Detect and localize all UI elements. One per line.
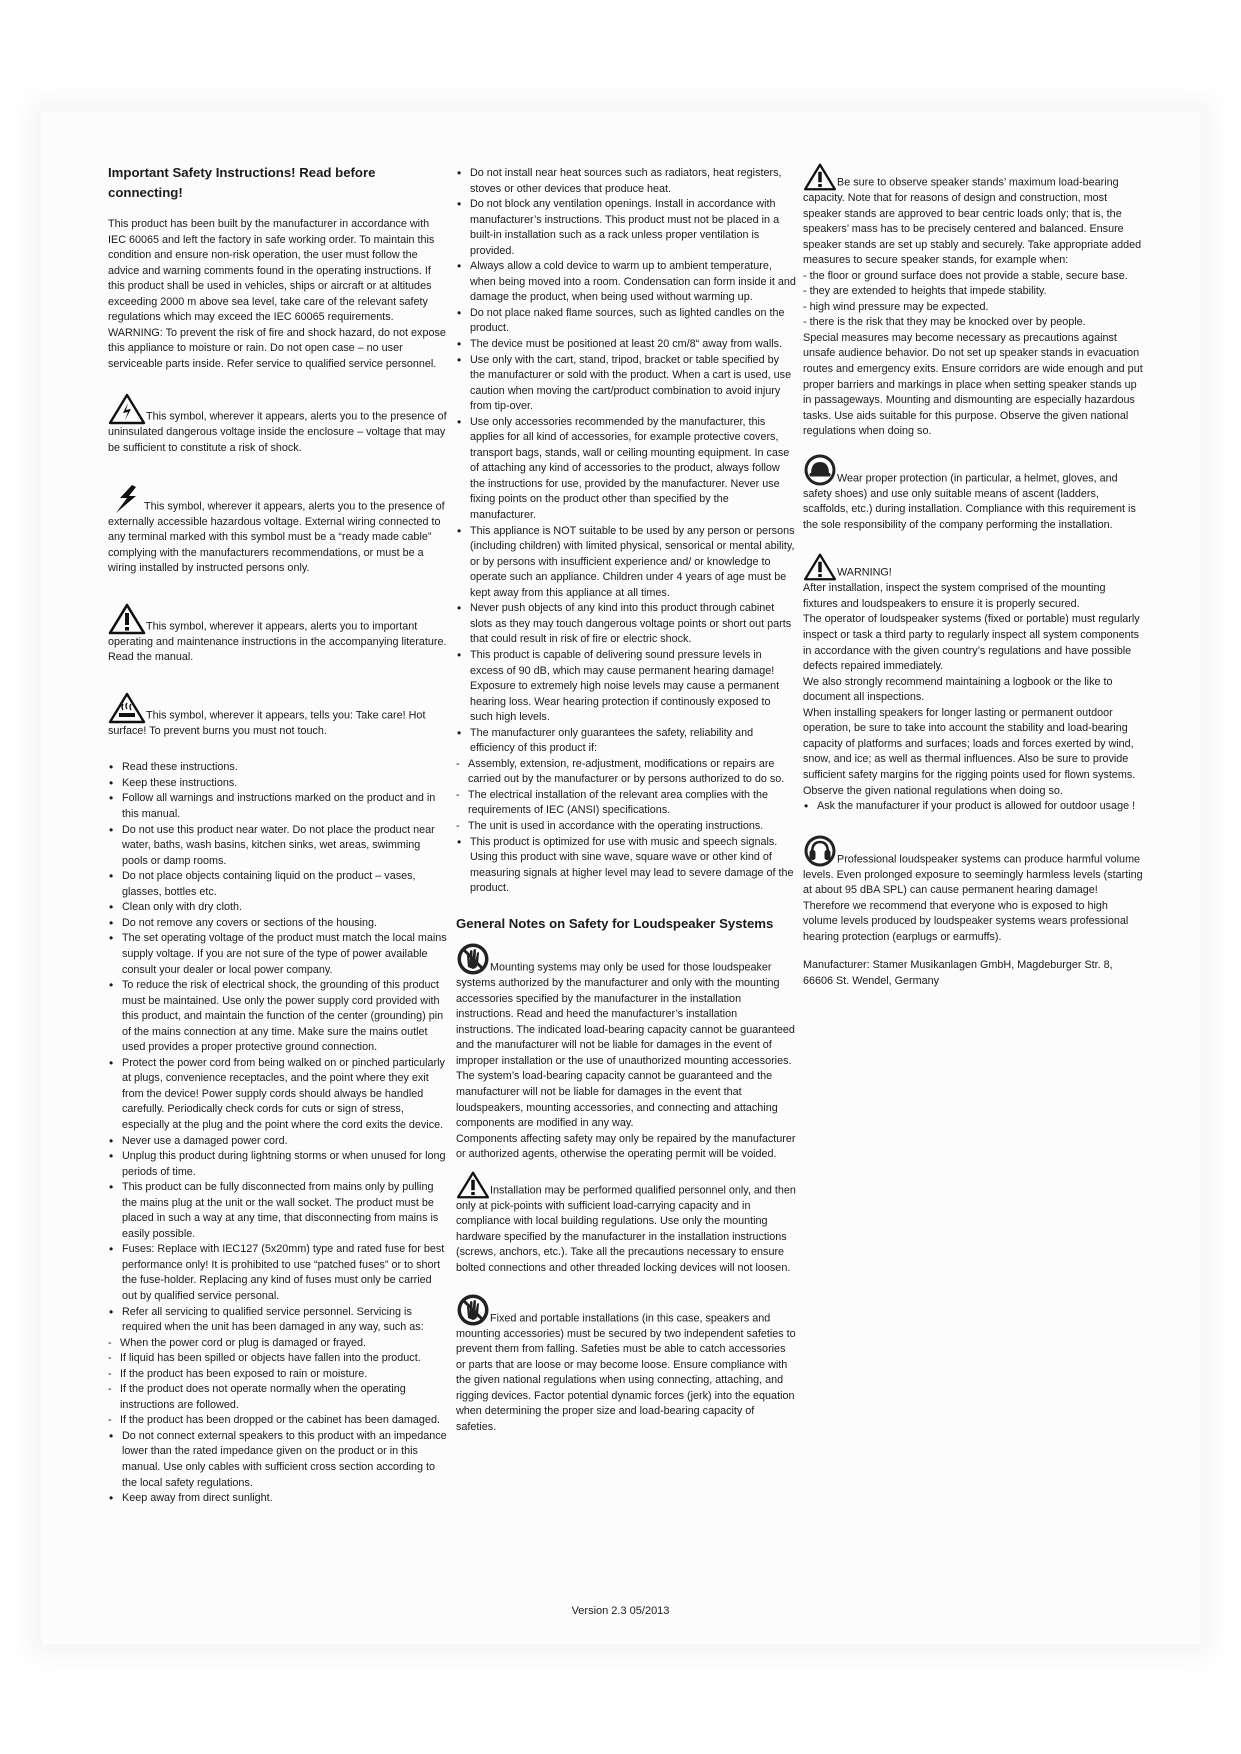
installation-paragraph: [456, 1171, 796, 1277]
list-item: • The manufacturer only guarantees the safety, reliability and efficiency of this product if:: [456, 726, 796, 757]
list-item: • Unplug this product during lightning storms or when unused for long periods of time.: [108, 1149, 448, 1180]
warning-label: WARNING!: [837, 566, 892, 579]
installation-text: Installation may be performed qualified personnel only, and then only at pick-points with sufficient load-carrying capacity and in compliance with local building regulations. Use only the mounting hardware specified by the manufacturer in the installation instructions (screws, anchors, etc.). Take all the precautions necessary to ensure bolted connections and other threaded locking devices will not loosen.: [456, 1184, 796, 1274]
list-item: • Fuses: Replace with IEC127 (5x20mm) type and rated fuse for best performance only! It is prohibited to use “patched fuses” or to short the fuse-holder. Replacing any kind of fuses must only be carried out by qualified service personal.: [108, 1242, 448, 1304]
list-item: • To reduce the risk of electrical shock, the grounding of this product must be maintained. Use only the power supply cord provided with this product, and maintain the function of the center (grounding) pin of the mains connection at any time. Make sure the mains outlet used provides a proper protective ground connection.: [108, 978, 448, 1056]
list-item: • Do not block any ventilation openings. Install in accordance with manufacturer’s instructions. This product must not be placed in a built-in installation such as a rack unless proper ventilation is provided.: [456, 197, 796, 259]
symbol-external-text: This symbol, wherever it appears, alerts you to the presence of externally accessible hazardous voltage. External wiring connected to any terminal marked with this symbol must be a “ready made cable” complying with the manufacturers recommendations, or must be a wiring installed by instructed persons only.: [108, 500, 445, 575]
column-right: [803, 163, 1143, 989]
outdoor-list: [803, 799, 1143, 815]
list-item: • This product is optimized for use with music and speech signals. Using this product with sine wave, square wave or other kind of measuring signals at higher level may lead to severe damage of the product.: [456, 835, 796, 897]
list-item: - If the product has been dropped or the cabinet has been damaged.: [108, 1413, 448, 1429]
exclamation-triangle-icon: [803, 553, 837, 581]
safety-instruction-list: [108, 760, 448, 1506]
stand-condition: - the floor or ground surface does not provide a stable, secure base.: [803, 269, 1128, 282]
list-item: • This product can be fully disconnected from mains only by pulling the mains plug at the unit or the wall socket. The product must be placed in such a way at any time, that disconnecting from mains is easily possible.: [108, 1180, 448, 1242]
symbol-voltage-text: This symbol, wherever it appears, alerts you to the presence of uninsulated dangerous voltage inside the enclosure – voltage that may be sufficient to constitute a risk of shock.: [108, 410, 447, 455]
symbol-instructions-text: This symbol, wherever it appears, alerts you to important operating and maintenance instructions in the accompanying literature. Read the manual.: [108, 620, 447, 664]
fixed-text: Fixed and portable installations (in this case, speakers and mounting accessories) must be secured by two independent safeties to prevent them from falling. Safeties must be able to catch accessories or parts that are loose or may become loose. Ensure compliance with the given national regulations when using connecting, attaching, and rigging devices. Factor potential dynamic forces (jerk) into the equation when determining the proper size and load-bearing capacity of safeties.: [456, 1311, 796, 1433]
column-left: [108, 163, 448, 1507]
stands-text: Be sure to observe speaker stands’ maximum load-bearing capacity. Note that for reasons of design and construction, most speaker stands are approved to bear centric loads only; that is, the speakers’ mass has to be precisely centered and balanced. Ensure speaker stands are set up stably and securely. Take appropriate added measures to secure speaker stands, for example when:: [803, 176, 1142, 267]
no-hand-icon: [456, 942, 490, 976]
list-item: • The set operating voltage of the product must match the local mains supply voltage. If you are not sure of the type of power available consult your dealer or local power company.: [108, 931, 448, 978]
stands-paragraph: [803, 163, 1143, 269]
mounting-text: Mounting systems may only be used for those loudspeaker systems authorized by the manufacturer and only with the mounting accessories specified by the manufacturer in the installation instructions. Read and heed the manufacturer’s installation instructions. The indicated load-bearing capacity cannot be guaranteed and the manufacturer will not be liable for damages in the event of improper installation or the use of unauthorized mounting accessories.: [456, 961, 795, 1067]
components-paragraph: Components affecting safety may only be repaired by the manufacturer or authorized agents, otherwise the operating permit will be voided.: [456, 1132, 796, 1161]
list-item: • Never use a damaged power cord.: [108, 1134, 448, 1150]
list-item: • Refer all servicing to qualified service personnel. Servicing is required when the unit has been damaged in any way, such as:: [108, 1305, 448, 1336]
list-item: - The unit is used in accordance with the operating instructions.: [456, 819, 796, 835]
list-item: • Keep these instructions.: [108, 776, 448, 792]
no-hand-icon: [456, 1293, 490, 1327]
manufacturer-address: Manufacturer: Stamer Musikanlagen GmbH, Magdeburger Str. 8, 66606 St. Wendel, Germany: [803, 959, 1113, 987]
list-item: • This product is capable of delivering sound pressure levels in excess of 90 dB, which may cause permanent hearing damage! Exposure to extremely high noise levels may cause a permanent hearing loss. Wear hearing protection if continously exposed to such high levels.: [456, 648, 796, 726]
fixed-paragraph: [456, 1293, 796, 1436]
list-item: • Do not install near heat sources such as radiators, heat registers, stoves or other devices that produce heat.: [456, 166, 796, 197]
protection-text: Wear proper protection (in particular, a helmet, gloves, and safety shoes) and use only suitable means of ascent (ladders, scaffolds, etc.) during installation. Compliance with this requirement is the sole responsibility of the company performing the installation.: [803, 472, 1136, 531]
stand-condition: - high wind pressure may be expected.: [803, 300, 989, 313]
ear-protection-icon: [803, 834, 837, 868]
symbol-external-paragraph: [108, 483, 448, 577]
list-item: • Protect the power cord from being walked on or pinched particularly at plugs, convenience receptacles, and the point where they exit from the device! Power supply cords should always be handled carefully. Periodically check cords for cuts or sign of stress, especially at the plug and the point where the cord exits the device.: [108, 1056, 448, 1134]
list-item: • Use only accessories recommended by the manufacturer, this applies for all kind of accessories, for example protective covers, transport bags, stands, wall or ceiling mounting equipment. In case of attaching any kind of accessories to the product, always follow the instructions for use, provided by the manufacturer. Never use fixing points on the product other than specified by the manufacturer.: [456, 415, 796, 524]
lightning-triangle-icon: [108, 393, 146, 425]
symbol-hot-paragraph: [108, 692, 448, 740]
symbol-hot-text: This symbol, wherever it appears, tells you: Take care! Hot surface! To prevent burns you must not touch.: [108, 709, 426, 737]
list-item: • Never push objects of any kind into this product through cabinet slots as they may touch dangerous voltage points or short out parts that could result in risk of fire or electric shock.: [456, 601, 796, 648]
safety-heading: Important Safety Instructions! Read before connecting!: [108, 165, 376, 200]
list-item: • Do not use this product near water. Do not place the product near water, baths, wash basins, kitchen sinks, wet areas, swimming pools or damp rooms.: [108, 823, 448, 870]
professional-text: Professional loudspeaker systems can produce harmful volume levels. Even prolonged exposure to seemingly harmless levels (starting at about 95 dBA SPL) can cause permanent hearing damage! Therefore we recommend that everyone who is exposed to high volume levels produced by loudspeaker systems wears professional hearing protection (earplugs or earmuffs).: [803, 853, 1143, 943]
symbol-voltage-paragraph: [108, 393, 448, 456]
list-item: - The electrical installation of the relevant area complies with the requirements of IEC (ANSI) specifications.: [456, 788, 796, 819]
list-item: • The device must be positioned at least 20 cm/8“ away from walls.: [456, 337, 796, 353]
operator-paragraph: The operator of loudspeaker systems (fixed or portable) must regularly inspect or task a third party to regularly inspect all system components in accordance with the given country’s regulations and have possible defects repaired immediately.: [803, 613, 1140, 673]
logbook-paragraph: We also strongly recommend maintaining a logbook or the like to document all inspections.: [803, 675, 1113, 704]
list-item: • Always allow a cold device to warm up to ambient temperature, when being moved into a room. Condensation can form inside it and damage the product, when being used without warming up.: [456, 259, 796, 306]
list-item: - If the product has been exposed to rain or moisture.: [108, 1367, 448, 1383]
column-middle: [456, 166, 796, 1435]
list-item: • Follow all warnings and instructions marked on the product and in this manual.: [108, 791, 448, 822]
loudspeaker-heading: General Notes on Safety for Loudspeaker Systems: [456, 915, 774, 931]
lightning-bolt-icon: [108, 483, 144, 515]
load-paragraph: The system’s load-bearing capacity cannot be guaranteed and the manufacturer will not be liable for damages in the event that loudspeakers, mounting accessories, and connecting and attaching components are modified in any way.: [456, 1070, 778, 1130]
list-item: • Use only with the cart, stand, tripod, bracket or table specified by the manufacturer or sold with the product. When a cart is used, use caution when moving the cart/product combination to avoid injury from tip-over.: [456, 353, 796, 415]
intro-paragraph: This product has been built by the manufacturer in accordance with IEC 60065 and left the factory in safe working order. To maintain this condition and ensure non-risk operation, the user must follow the advice and warning comments found in the operating instructions. If this product shall be used in vehicles, ships or aircraft or at altitudes exceeding 2000 m above sea level, take care of the relevant safety regulations which may exceed the IEC 60065 requirements.: [108, 218, 435, 324]
after-paragraph: After installation, inspect the system comprised of the mounting fixtures and loudspeakers to ensure it is properly secured.: [803, 582, 1106, 610]
list-item: • Do not connect external speakers to this product with an impedance lower than the rated impedance given on the product or in this manual. Use only cables with sufficient cross section according to the local safety regulations.: [108, 1429, 448, 1491]
stand-condition: - they are extended to heights that impede stability.: [803, 285, 1047, 298]
exclamation-triangle-icon: [456, 1171, 490, 1199]
exclamation-triangle-icon: [108, 603, 146, 635]
list-item: - If the product does not operate normally when the operating instructions are followed.: [108, 1382, 448, 1413]
list-item: • Keep away from direct sunlight.: [108, 1491, 448, 1507]
list-item: • Read these instructions.: [108, 760, 448, 776]
product-instruction-list: [456, 166, 796, 897]
warning-heading-line: [803, 553, 1143, 581]
symbol-instructions-paragraph: [108, 603, 448, 666]
list-item: • Do not place objects containing liquid on the product – vases, glasses, bottles etc.: [108, 869, 448, 900]
list-item: • Do not place naked flame sources, such as lighted candles on the product.: [456, 306, 796, 337]
outdoor-paragraph: When installing speakers for longer lasting or permanent outdoor operation, be sure to take into account the stability and load-bearing capacity of platforms and surfaces; loads and forces exerted by wind, snow, and ice; as well as thermal influences. Also be sure to provide sufficient safety margins for the rigging points used for flown systems. Observe the given national regulations when doing so.: [803, 706, 1136, 797]
list-item: • This appliance is NOT suitable to be used by any person or persons (including children) with limited physical, sensorical or mental ability, or by persons with insufficient experience and/ or knowledge to operate such an appliance. Children under 4 years of age must be kept away from this appliance at all times.: [456, 524, 796, 602]
protection-paragraph: [803, 453, 1143, 534]
stand-condition: - there is the risk that they may be knocked over by people.: [803, 316, 1086, 329]
list-item: - When the power cord or plug is damaged or frayed.: [108, 1336, 448, 1352]
list-item: • Clean only with dry cloth.: [108, 900, 448, 916]
helmet-icon: [803, 453, 837, 487]
list-item: - Assembly, extension, re-adjustment, modifications or repairs are carried out by the manufacturer or by persons authorized to do so.: [456, 757, 796, 788]
version-footer: Version 2.3 05/2013: [571, 1605, 670, 1617]
mounting-paragraph: [456, 942, 796, 1069]
list-item: • Do not remove any covers or sections of the housing.: [108, 916, 448, 932]
list-item: • Ask the manufacturer if your product is allowed for outdoor usage !: [803, 799, 1143, 815]
special-paragraph: Special measures may become necessary as precautions against unsafe audience behavior. Do not set up speaker stands in evacuation routes and emergency exits. Ensure corridors are wide enough and put proper barriers and markings in place when setting speaker stands up in passageways. Mounting and dismounting are especially hazardous tasks. Use aids suitable for this purpose. Observe the given national regulations when doing so.: [803, 331, 1143, 438]
list-item: - If liquid has been spilled or objects have fallen into the product.: [108, 1351, 448, 1367]
hot-surface-icon: [108, 692, 146, 724]
warning-paragraph: WARNING: To prevent the risk of fire and shock hazard, do not expose this appliance to moisture or rain. Do not open case – no user serviceable parts inside. Refer service to qualified service personnel.: [108, 326, 446, 370]
exclamation-triangle-icon: [803, 163, 837, 191]
professional-paragraph: [803, 834, 1143, 946]
